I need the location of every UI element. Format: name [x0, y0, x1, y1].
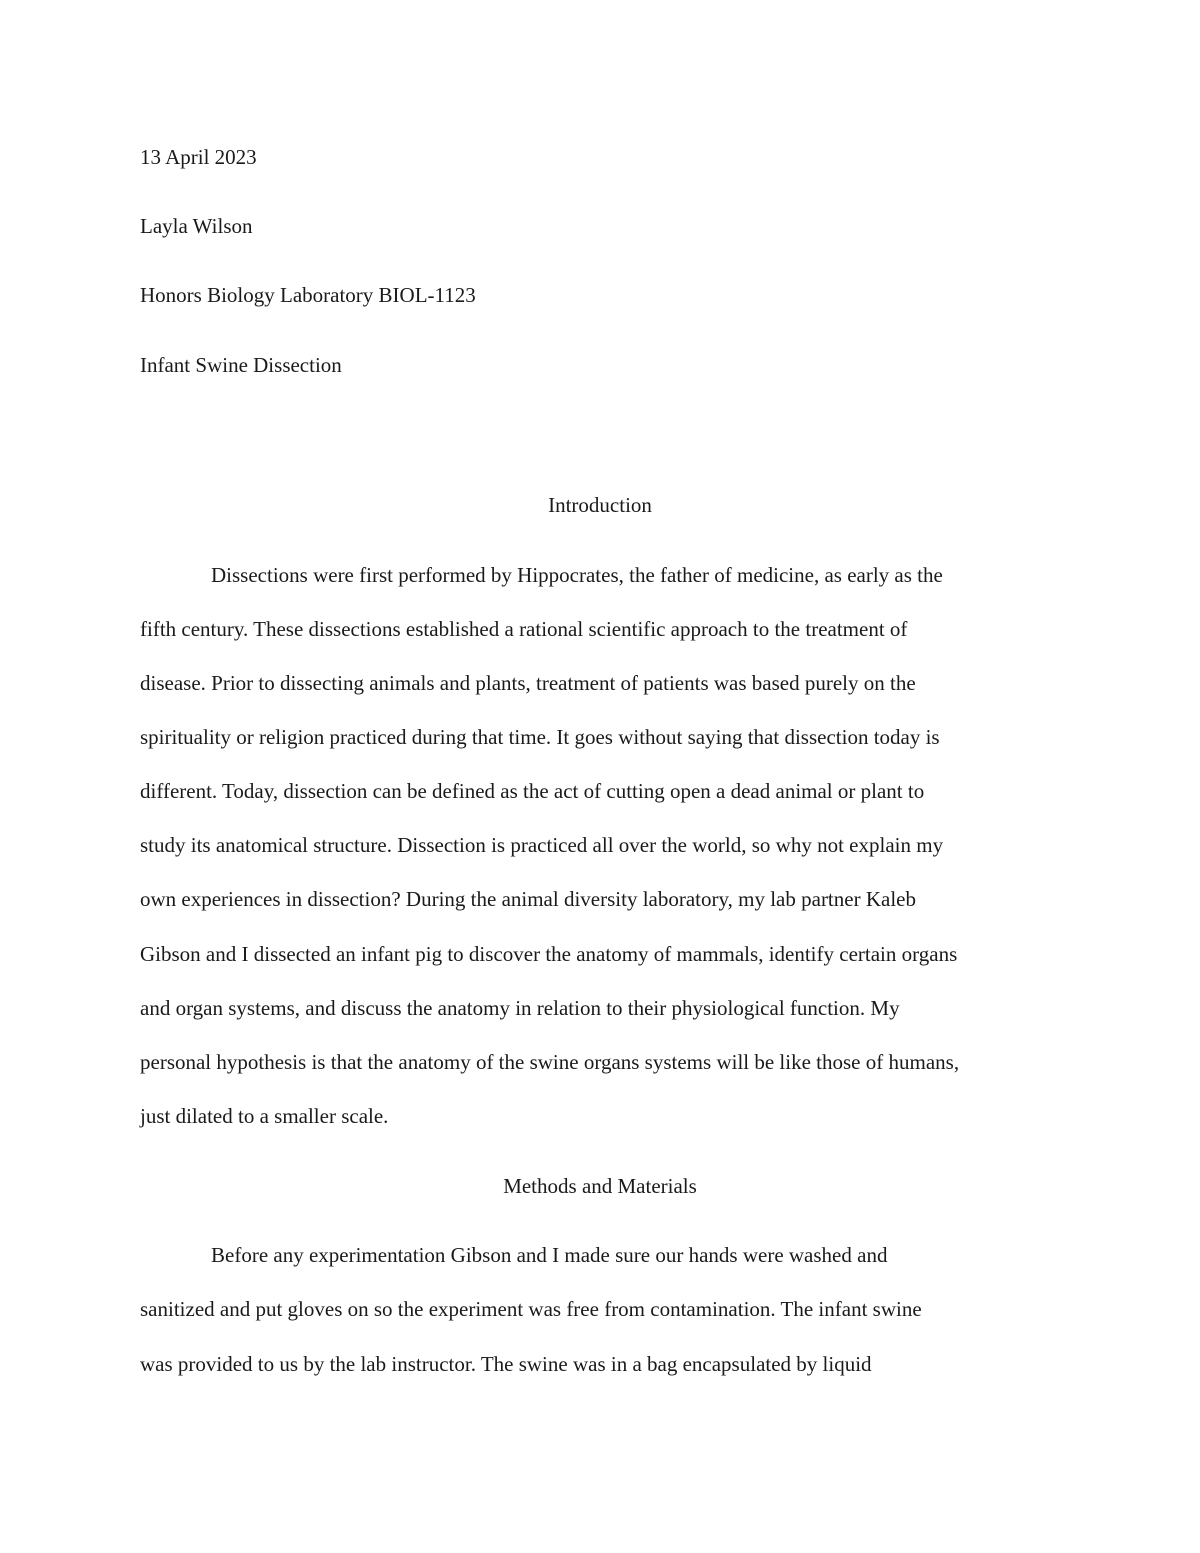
introduction-line: personal hypothesis is that the anatomy of the swine organs systems will be like those of humans, [140, 1050, 960, 1074]
introduction-line: fifth century. These dissections established a rational scientific approach to the treatment of [140, 617, 908, 641]
introduction-line: different. Today, dissection can be defined as the act of cutting open a dead animal or plant to [140, 779, 925, 803]
introduction-line: Gibson and I dissected an infant pig to discover the anatomy of mammals, identify certain organs [140, 942, 958, 966]
introduction-line: spirituality or religion practiced during that time. It goes without saying that dissection today is [140, 725, 940, 749]
document-title: Infant Swine Dissection [140, 353, 342, 377]
introduction-line: Dissections were first performed by Hippocrates, the father of medicine, as early as the [211, 563, 943, 587]
methods-line: sanitized and put gloves on so the experiment was free from contamination. The infant swine [140, 1297, 922, 1321]
methods-line: Before any experimentation Gibson and I made sure our hands were washed and [211, 1243, 888, 1267]
introduction-line: own experiences in dissection? During the animal diversity laboratory, my lab partner Kaleb [140, 887, 916, 911]
author-name: Layla Wilson [140, 214, 253, 238]
course-name: Honors Biology Laboratory BIOL-1123 [140, 283, 476, 307]
document-date: 13 April 2023 [140, 145, 257, 169]
introduction-line: and organ systems, and discuss the anatomy in relation to their physiological function. My [140, 996, 900, 1020]
methods-heading: Methods and Materials [503, 1174, 697, 1198]
introduction-line: study its anatomical structure. Dissection is practiced all over the world, so why not explain my [140, 833, 944, 857]
introduction-line: just dilated to a smaller scale. [140, 1104, 389, 1128]
introduction-line: disease. Prior to dissecting animals and plants, treatment of patients was based purely on the [140, 671, 916, 695]
introduction-heading: Introduction [548, 493, 652, 517]
methods-line: was provided to us by the lab instructor. The swine was in a bag encapsulated by liquid [140, 1352, 872, 1376]
